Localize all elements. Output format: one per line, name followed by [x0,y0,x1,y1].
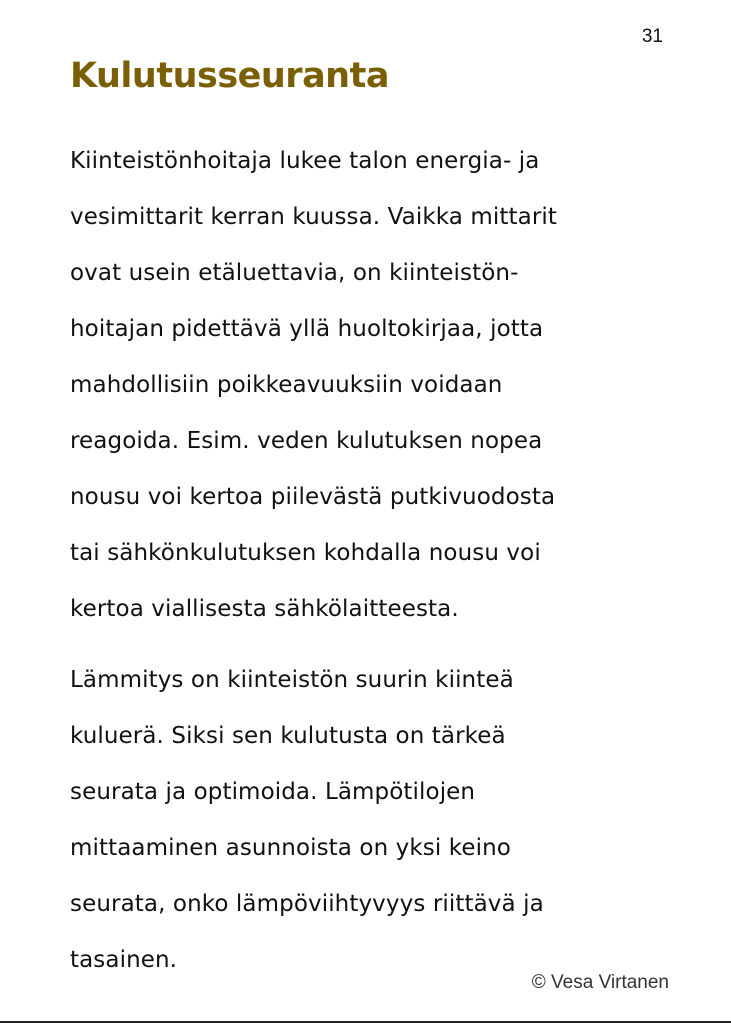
text-line: seurata, onko lämpöviihtyvyys riittävä ja [70,891,544,917]
text-line: hoitajan pidettävä yllä huoltokirjaa, jotta [70,316,544,342]
text-line: kuluerä. Siksi sen kulutusta on tärkeä [70,723,506,749]
text-line: Kiinteistönhoitaja lukee talon energia- ja [70,148,540,174]
copyright-notice: © Vesa Virtanen [531,972,669,993]
text-line: kertoa viallisesta sähkölaitteesta. [70,596,459,622]
paragraph-1 [70,133,670,637]
text-line: ovat usein etäluettavia, on kiinteistön- [70,260,519,286]
page-number: 31 [641,26,663,47]
text-line: vesimittarit kerran kuussa. Vaikka mittarit [70,204,557,230]
text-line: nousu voi kertoa piilevästä putkivuodosta [70,484,556,510]
text-line: seurata ja optimoida. Lämpötilojen [70,779,476,805]
page-title: Kulutusseuranta [70,56,389,96]
paragraph-2 [70,652,670,988]
text-line: Lämmitys on kiinteistön suurin kiinteä [70,667,514,693]
text-line: mahdollisiin poikkeavuuksiin voidaan [70,372,503,398]
text-line: tai sähkönkulutuksen kohdalla nousu voi [70,540,541,566]
text-line: mittaaminen asunnoista on yksi keino [70,835,511,861]
text-line: reagoida. Esim. veden kulutuksen nopea [70,428,543,454]
text-line: tasainen. [70,947,178,973]
